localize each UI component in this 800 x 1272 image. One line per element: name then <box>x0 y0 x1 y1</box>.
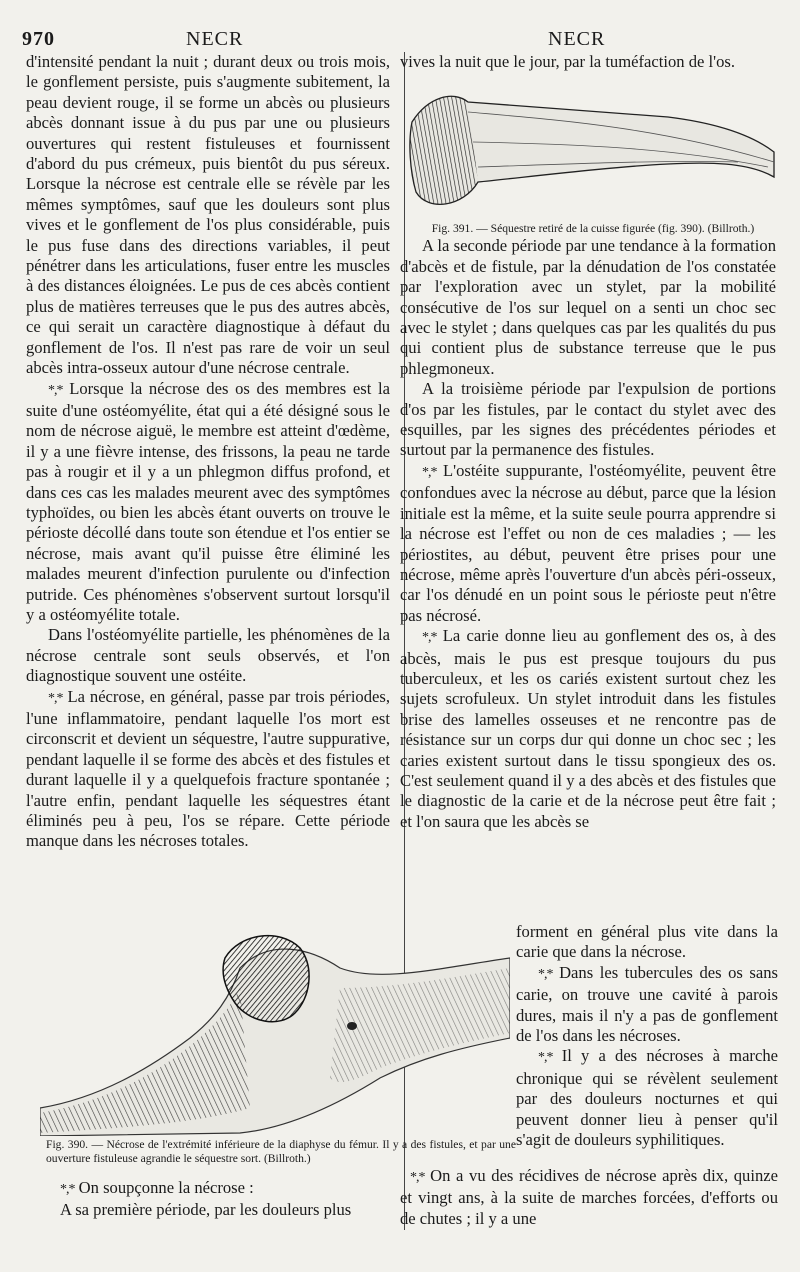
asterisk-ornament: *,* <box>60 1182 75 1197</box>
right-column-tail <box>516 922 778 1150</box>
running-head-left: NECR <box>186 28 244 50</box>
running-head-right: NECR <box>548 28 606 50</box>
paragraph: vives la nuit que le jour, par la tuméfaction de l'os. <box>400 52 736 71</box>
paragraph: Dans l'ostéomyélite partielle, les phénomènes de la nécrose centrale sont seuls observés, et l'on diagnostique souvent une ostéite. <box>26 625 390 686</box>
right-column-bottom <box>400 1166 778 1229</box>
paragraph: A la troisième période par l'expulsion de portions d'os par les fistules, par le contact du stylet avec des esquilles, par les signes des précédentes périodes et surtout par la permanence des fistules. <box>400 379 776 460</box>
asterisk-ornament: *,* <box>538 966 553 982</box>
asterisk-ornament: *,* <box>422 630 437 646</box>
page-number: 970 <box>22 28 55 50</box>
left-column <box>26 52 390 852</box>
paragraph: *,* La nécrose, en général, passe par trois périodes, l'une inflammatoire, pendant laquelle l'os mort est circonscrit et devient un séquestre, l'autre suppurative, pendant laquelle il se forme des abcès et des fistules et durant laquelle il y a quelquefois fracture spontanée ; l'autre enfin, pendant laquelle les séquestres étant éliminés peu à peu, l'os se répare. Cette période manque dans les nécroses totales. <box>26 686 390 851</box>
paragraph: forment en général plus vite dans la carie que dans la nécrose. <box>516 922 778 962</box>
paragraph: *,* On soupçonne la nécrose : <box>60 1178 254 1197</box>
figure-390-femur-illustration <box>40 928 510 1136</box>
paragraph: *,* Lorsque la nécrose des os des membres est la suite d'une ostéomyélite, état qui a été désigné sous le nom de nécrose aiguë, le membre est atteint d'œdème, il y a une fièvre intense, des frissons, la peau ne tarde pas à rougir et il y a un phlegmon diffus profond, et dans ces cas les malades meurent avec des symptômes typhoïdes, ou bien les abcès étant ouverts on trouve le périoste décollé dans toute son étendue et l'os entier se nécrose, mais avant qu'il puisse être éliminé les malades meurent d'infection purulente ou d'infection putride. Ces phénomènes s'observent surtout lorsqu'il y a ostéomyélite totale. <box>26 378 390 624</box>
paragraph: *,* L'ostéite suppurante, l'ostéomyélite, peuvent être confondues avec la nécrose au début, parce que la lésion initiale est la même, et la suite seule pourra apprendre si la nécrose est l'effet ou non de ces maladies ; — les périostites, au début, peuvent être prises pour une nécrose, même après l'ouverture d'un abcès péri-osseux, car l'os dénudé en un point sous le périoste peut n'être pas nécrosé. <box>400 460 776 625</box>
figure-390-caption: Fig. 390. — Nécrose de l'extrémité inférieure de la diaphyse du fémur. Il y a des fistules, et par une ouverture fistuleuse agrandie le séquestre sort. (Billroth.) <box>46 1138 516 1165</box>
paragraph: *,* Dans les tubercules des os sans carie, on trouve une cavité à parois dures, mais il n'y a pas de gonflement de l'os dans les nécroses. <box>516 962 779 1046</box>
paragraph: A sa première période, par les douleurs plus <box>60 1200 352 1220</box>
asterisk-ornament: *,* <box>410 1170 425 1185</box>
asterisk-ornament: *,* <box>538 1050 553 1066</box>
left-column-tail <box>46 1178 402 1221</box>
figure-391-caption: Fig. 391. — Séquestre retiré de la cuisse figurée (fig. 390). (Billroth.) <box>431 222 755 236</box>
paragraph: *,* Il y a des nécroses à marche chronique qui se révèlent seulement par des douleurs nocturnes et qui peuvent donner lieu à penser qu'il s'agit de douleurs syphilitiques. <box>516 1046 778 1150</box>
paragraph: *,* On a vu des récidives de nécrose après dix, quinze et vingt ans, à la suite de marches forcées, d'efforts ou de chutes ; il y a une <box>400 1166 778 1228</box>
asterisk-ornament: *,* <box>48 382 63 398</box>
figure-391-sequestrum-illustration <box>408 82 776 222</box>
paragraph: *,* La carie donne lieu au gonflement des os, à des abcès, mais le pus est presque toujours du pus tuberculeux, et les os cariés existent surtout chez les sujets scrofuleux. Un stylet introduit dans les fistules brise des lamelles osseuses et ne rencontre pas de résistance sur un corps dur qui donne un choc sec ; les caries existent surtout dans le tissu spongieux des os. C'est seulement quand il y a des abcès et des fistules que le diagnostic de la carie et de la nécrose peut être fait ; et l'on saura que les abcès se <box>400 626 776 831</box>
paragraph: A la seconde période par une tendance à la formation d'abcès et de fistule, par la dénudation de l'os constatée par l'exploration avec un stylet, par la mobilité consécutive de l'os sur lequel on a senti un choc sec avec le stylet ; dans quelques cas par les qualités du pus qui contient plus de substance terreuse que le pus phlegmoneux. <box>400 236 776 378</box>
asterisk-ornament: *,* <box>48 690 63 706</box>
right-column <box>400 52 776 832</box>
paragraph: d'intensité pendant la nuit ; durant deux ou trois mois, le gonflement persiste, puis s'augmente subitement, la peau devient rouge, il se forme un abcès ou plusieurs abcès donnant issue à du pus par une ou plusieurs ouvertures qui restent fistuleuses et fournissent d'abord du pus crémeux, puis bientôt du pus séreux. Lorsque la nécrose est centrale elle se révèle par les mêmes symptômes, sauf que les douleurs sont plus vives et le gonflement de l'os plus considérable, puis le pus fuse dans des directions variables, il peut pénétrer dans les articulations, fuser entre les muscles à des distances éloignées. Le pus de ces abcès contient plus de matières terreuses que le pus des autres abcès, ce qui serait un caractère diagnostique à défaut du gonflement de l'os. Il n'est pas rare de voir un seul abcès intra-osseux autour d'une nécrose centrale. <box>26 52 390 378</box>
asterisk-ornament: *,* <box>422 464 437 480</box>
